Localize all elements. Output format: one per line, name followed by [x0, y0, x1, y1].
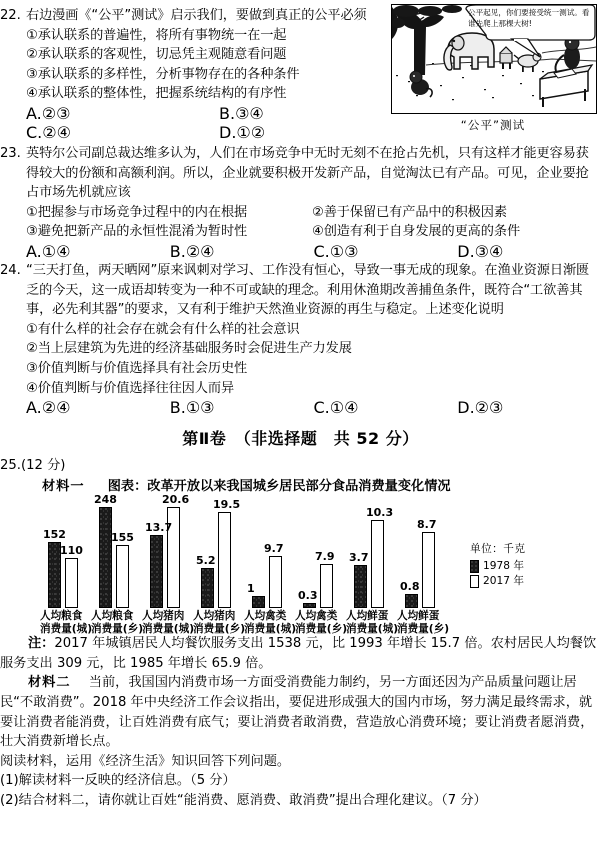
question-24-answer-a[interactable]: A.②④ — [26, 398, 71, 418]
question-23-answers — [26, 242, 601, 261]
question-25-number: 25. — [0, 458, 21, 474]
chart-group — [244, 500, 297, 635]
bar-1978 — [354, 565, 367, 608]
question-24-answer-b[interactable]: B.①③ — [169, 398, 215, 418]
legend-swatch-2017 — [470, 575, 479, 588]
question-23-answer-d[interactable]: D.③④ — [457, 241, 504, 261]
material-2 — [0, 673, 601, 751]
bar-1978 — [201, 568, 214, 608]
chart-unit-label: 单位：千克 — [470, 543, 526, 556]
bar-value-label-2017: 7.9 — [315, 550, 335, 564]
question-25-sub-2: (2)结合材料二，请你就让百姓“能消费、愿消费、敢消费”提出合理化建议。（7 分） — [0, 793, 487, 809]
bar-value-label-2017: 10.3 — [366, 506, 394, 520]
question-24 — [0, 261, 601, 398]
question-23-option-4[interactable]: ④创造有利于自身发展的更高的条件 — [312, 224, 521, 240]
material-1-label: 材料一 — [42, 478, 85, 494]
material-1-heading — [42, 477, 601, 497]
chart-group — [91, 493, 144, 635]
bar-1978 — [405, 594, 418, 608]
question-22-number: 22. — [0, 8, 21, 23]
question-22-answer-c[interactable]: C.②④ — [26, 122, 71, 142]
bar-value-label-1978: 248 — [94, 493, 117, 507]
question-24-option-3[interactable]: ③价值判断与价值选择具有社会历史性 — [26, 360, 248, 376]
bar-1978 — [252, 596, 265, 608]
bar-value-label-2017: 110 — [60, 544, 83, 558]
question-24-option-1[interactable]: ①有什么样的社会存在就会有什么样的社会意识 — [26, 321, 300, 337]
chart-group — [295, 500, 348, 635]
question-22-text — [0, 6, 386, 104]
question-25-sub-1: (1)解读材料一反映的经济信息。（5 分） — [0, 773, 236, 789]
question-22-option-3[interactable]: ③承认联系的多样性，分析事物存在的各种条件 — [26, 66, 300, 82]
note-text: 2017 年城镇居民人均餐饮服务支出 1538 元，比 1993 年增长 15.7 倍。农村居民人均餐饮服务支出 309 元，比 1985 年增长 65.9 倍。 — [0, 636, 597, 671]
bar-2017 — [116, 545, 129, 608]
bar-value-label-2017: 20.6 — [162, 493, 190, 507]
material-2-label: 材料二 — [28, 675, 71, 691]
question-25-header — [0, 456, 601, 476]
question-22-answer-a[interactable]: A.②③ — [26, 103, 71, 123]
bar-value-label-1978: 0.8 — [400, 580, 420, 594]
chart-x-axis-label: 人均粮食 消费量(乡) — [91, 610, 144, 635]
bar-2017 — [218, 512, 231, 608]
bar-value-label-1978: 3.7 — [349, 551, 369, 565]
chart-group — [397, 500, 450, 635]
food-consumption-chart — [40, 493, 566, 635]
question-23-stem: 英特尔公司副总裁达维多认为，人们在市场竞争中无时无刻不在抢占先机，只有这样才能更容易获得较大的份额和高额利润。所以，企业就要积极开发新产品，自觉淘汰已有产品。可见，企业要抢占市场先机就应该 — [26, 145, 589, 201]
question-24-answers — [26, 398, 601, 417]
legend-item-1978 — [470, 559, 562, 574]
chart-note — [0, 634, 601, 673]
bar-value-label-1978: 5.2 — [196, 554, 216, 568]
chart-x-axis-label: 人均禽类 消费量(乡) — [295, 610, 348, 635]
question-23-answer-b[interactable]: B.②④ — [169, 241, 215, 261]
bar-1978 — [99, 507, 112, 608]
chart-x-axis-label: 人均禽类 消费量(城) — [244, 610, 297, 635]
bar-value-label-1978: 0.3 — [298, 589, 318, 603]
question-23-answer-a[interactable]: A.①④ — [26, 241, 71, 261]
legend-item-2017 — [470, 574, 562, 589]
question-22-answers-row-2 — [26, 123, 412, 142]
legend-label-1978: 1978 年 — [483, 560, 524, 573]
legend-label-2017: 2017 年 — [483, 575, 524, 588]
bar-value-label-1978: 1 — [247, 582, 255, 596]
comic-caption: “公平”测试 — [460, 118, 526, 132]
bar-1978 — [150, 535, 163, 608]
question-22-option-1[interactable]: ①承认联系的普遍性，将所有事物统一在一起 — [26, 27, 287, 43]
chart-legend — [470, 542, 562, 589]
chart-plot-area — [40, 493, 450, 635]
question-23-number: 23. — [0, 145, 21, 161]
legend-swatch-1978 — [470, 560, 479, 573]
material-2-text: 当前，我国国内消费市场一方面受消费能力制约，另一方面还因为产品质量问题让居民“不敢消费”。2018 年中央经济工作会议指出，要促进形成强大的国内市场，努力满足最终需求，就要让消费者能消费，让百姓消费有底气；要让消费者敢消费，营造放心消费环境；要让消费者愿消费，壮大消费新增长点。 — [0, 675, 594, 750]
bar-2017 — [371, 520, 384, 608]
question-24-option-4[interactable]: ④价值判断与价值选择往往因人而异 — [26, 380, 235, 396]
question-24-number: 24. — [0, 262, 21, 278]
chart-group — [346, 500, 399, 635]
chart-x-axis-label: 人均猪肉 消费量(乡) — [193, 610, 246, 635]
comic-frame — [391, 4, 597, 114]
comic-figure — [391, 4, 595, 133]
question-23-option-3[interactable]: ③避免把新产品的永恒性混淆为暂时性 — [26, 224, 248, 240]
bar-2017 — [320, 564, 333, 608]
question-22-answer-b[interactable]: B.③④ — [219, 103, 264, 123]
bar-1978 — [303, 603, 316, 608]
question-22-stem: 右边漫画《“公平”测试》启示我们，要做到真正的公平必须 — [26, 8, 367, 23]
bar-value-label-2017: 19.5 — [213, 498, 241, 512]
question-22-option-2[interactable]: ②承认联系的客观性，切忌凭主观随意看问题 — [26, 47, 287, 63]
question-24-answer-d[interactable]: D.②③ — [457, 398, 504, 418]
chart-x-axis-label: 人均粮食 消费量(城) — [40, 610, 93, 635]
question-23-option-2[interactable]: ②善于保留已有产品中的积极因素 — [312, 204, 507, 220]
chart-x-axis-label: 人均鲜蛋 消费量(乡) — [397, 610, 450, 635]
question-22 — [0, 0, 601, 142]
chart-group — [142, 493, 195, 635]
question-23-answer-c[interactable]: C.①③ — [313, 241, 359, 261]
question-23 — [0, 144, 601, 242]
note-label: 注： — [28, 636, 55, 652]
question-23-option-1[interactable]: ①把握参与市场竞争过程中的内在根据 — [26, 204, 248, 220]
bar-value-label-2017: 155 — [111, 531, 134, 545]
bar-value-label-2017: 9.7 — [264, 542, 284, 556]
question-22-answers-row-1 — [26, 104, 412, 123]
chart-group — [193, 498, 246, 635]
bar-2017 — [269, 556, 282, 608]
question-25-instruction: 阅读材料，运用《经济生活》知识回答下列问题。 — [0, 753, 291, 769]
comic-speech-bubble-text: 公平起见，你们要接受统一测试。看谁先爬上那棵大树! — [468, 8, 590, 28]
section-2-title: 第Ⅱ卷 （非选择题 共 52 分） — [182, 429, 419, 449]
chart-x-axis-label: 人均猪肉 消费量(城) — [142, 610, 195, 635]
bar-value-label-1978: 13.7 — [145, 521, 173, 535]
chart-title: 图表：改革开放以来我国城乡居民部分食品消费量变化情况 — [107, 478, 451, 494]
question-22-answer-d[interactable]: D.①② — [219, 122, 266, 142]
question-24-option-2[interactable]: ②当上层建筑为先进的经济基础服务时会促进生产力发展 — [26, 341, 352, 357]
bar-2017 — [422, 532, 435, 608]
question-25-points: (12 分) — [20, 458, 66, 474]
question-25 — [0, 456, 601, 811]
bar-2017 — [65, 558, 78, 608]
bar-value-label-1978: 152 — [43, 528, 66, 542]
question-22-option-4[interactable]: ④承认联系的整体性，把握系统结构的有序性 — [26, 86, 287, 102]
chart-x-axis-label: 人均鲜蛋 消费量(城) — [346, 610, 399, 635]
bar-value-label-2017: 8.7 — [417, 518, 437, 532]
question-24-answer-c[interactable]: C.①④ — [313, 398, 359, 418]
chart-group — [40, 500, 93, 635]
question-24-stem: “三天打鱼，两天晒网”原来讽刺对学习、工作没有恒心，导致一事无成的现象。在渔业资源日渐匮乏的今天，这一成语却转变为一种不可或缺的理念。利用休渔期改善捕鱼条件，既符合“工欲善其事，必先利其器”的要求，又有利于维护天然渔业资源的再生与稳定。上述变化说明 — [26, 262, 590, 318]
